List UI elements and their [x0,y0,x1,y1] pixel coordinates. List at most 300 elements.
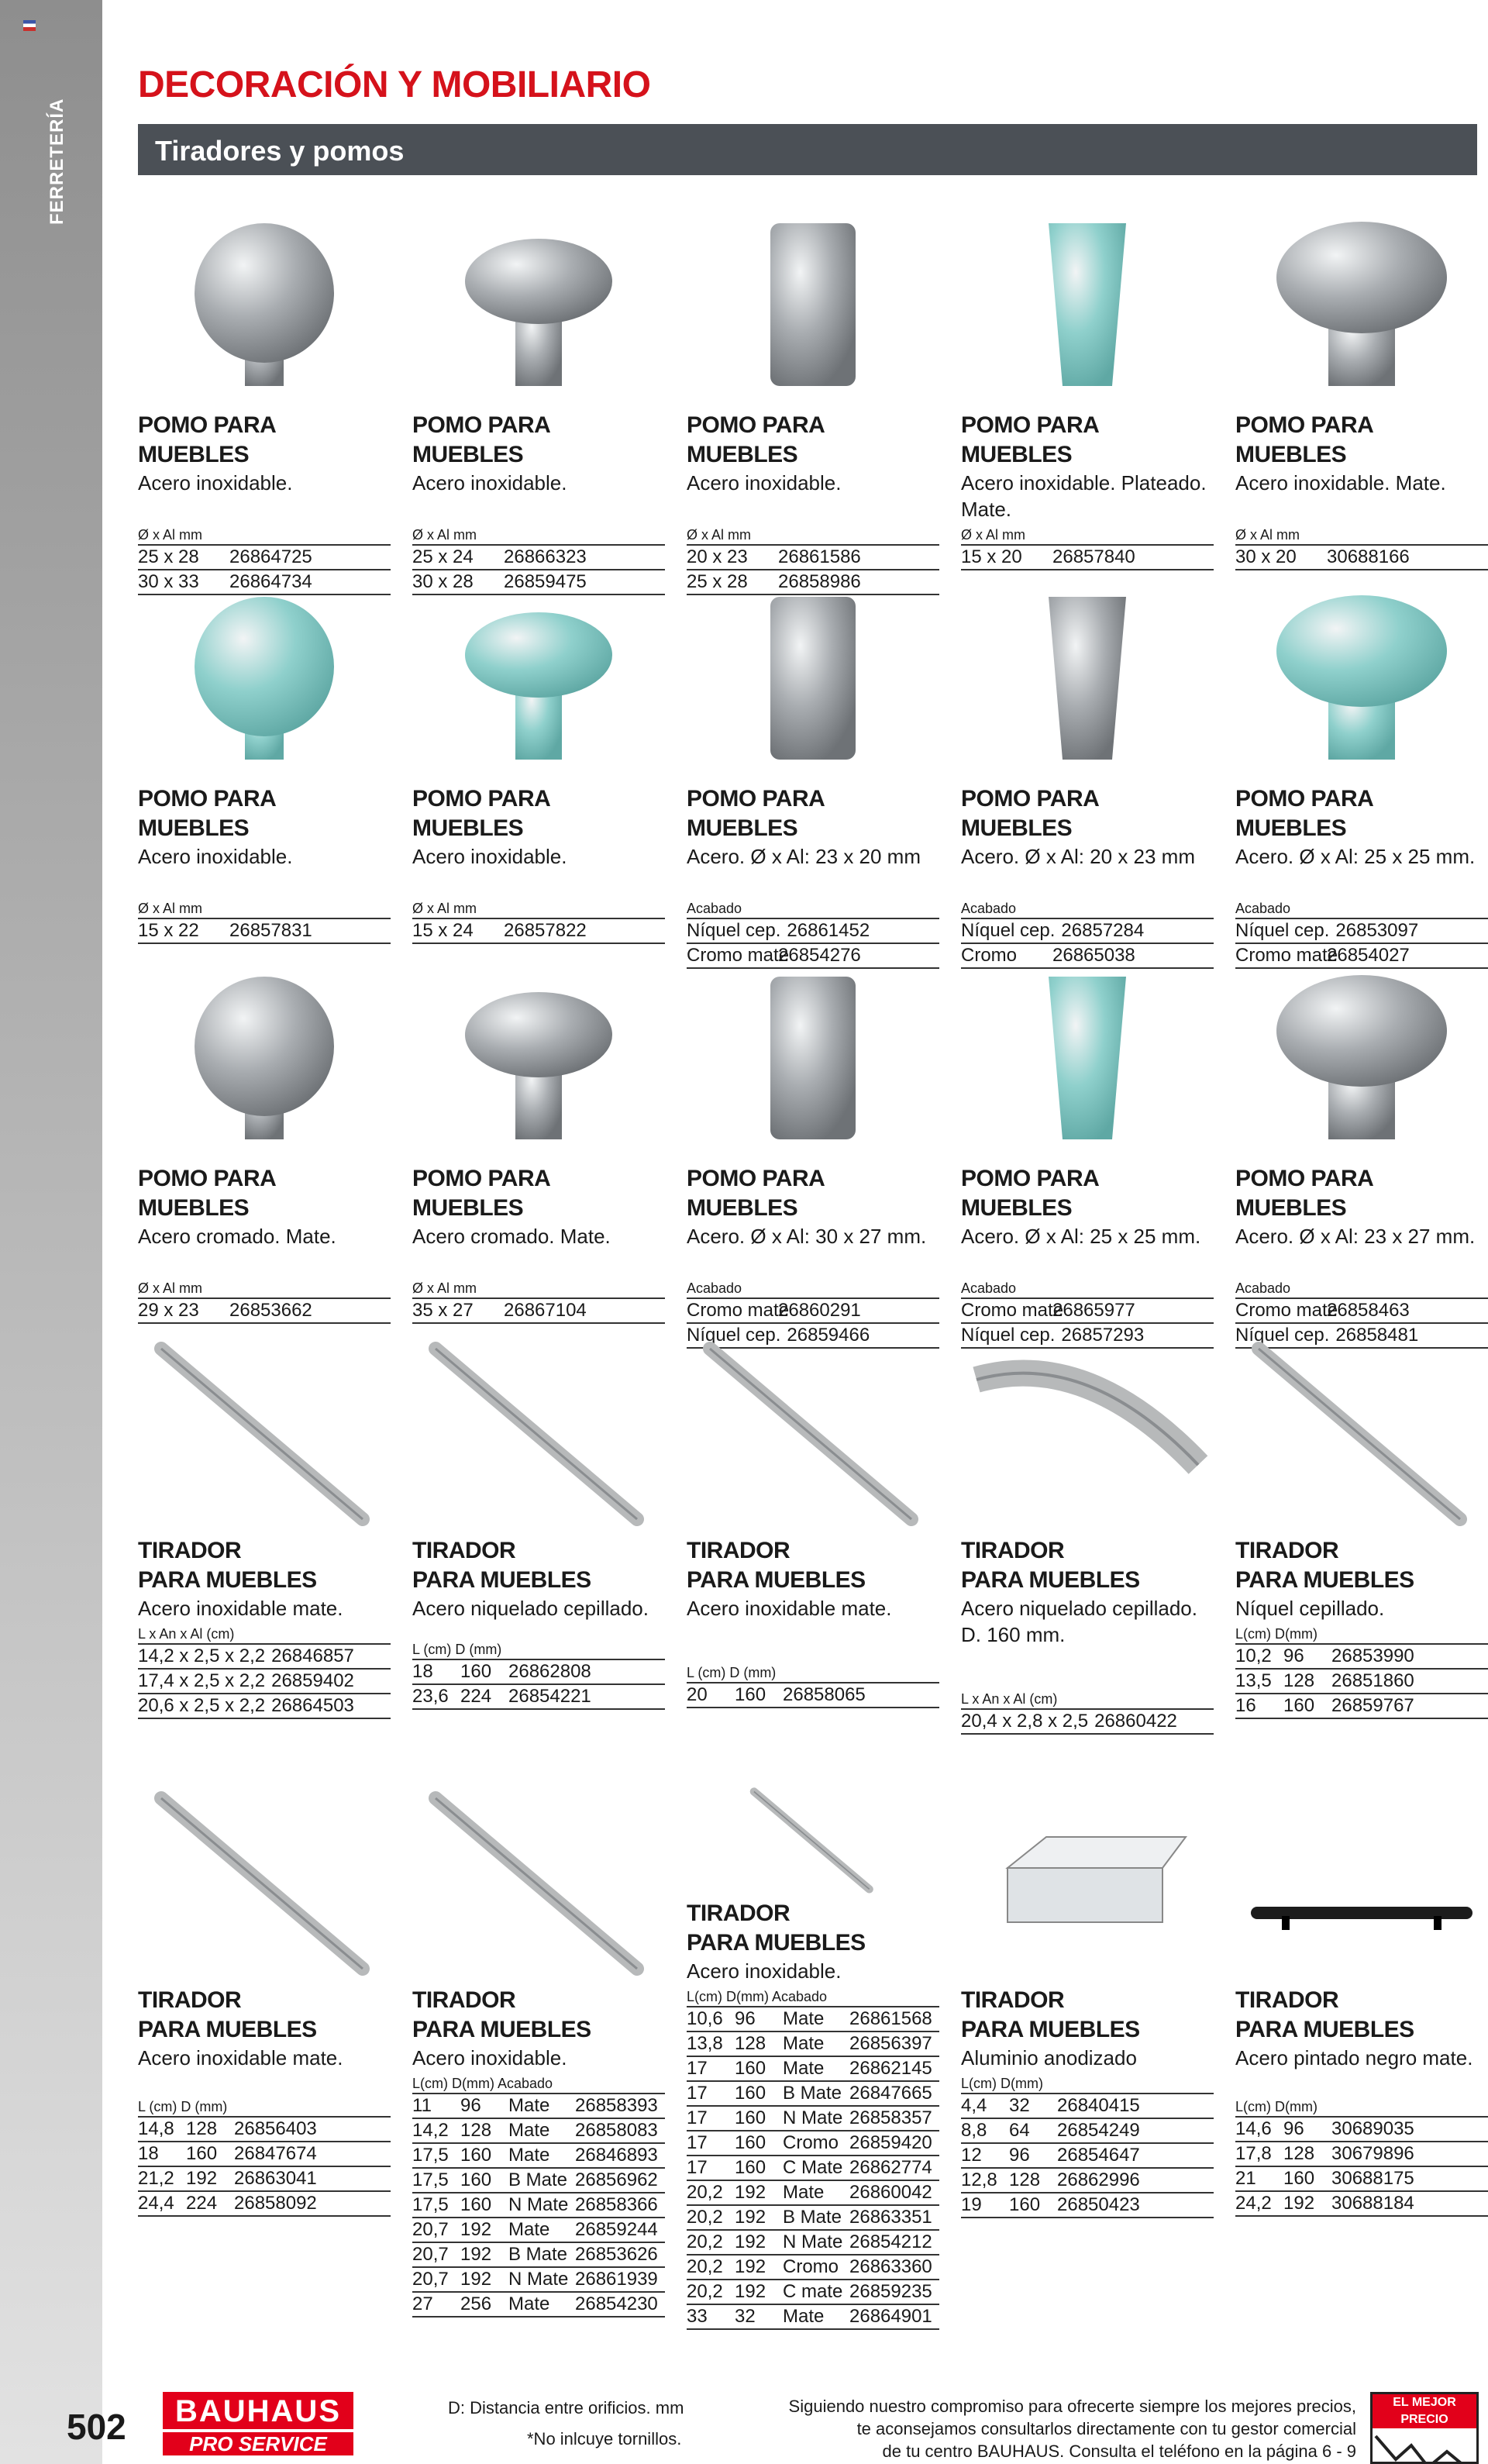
product-description: Acero cromado. Mate. [138,1225,336,1248]
spec-cell: 224 [460,1686,492,1707]
spec-header: Ø x Al mm [138,899,391,919]
product-image [412,208,665,411]
spec-cell: 26859767 [1331,1695,1414,1716]
product-subtitle: PARA MUEBLES [687,1567,866,1593]
spec-row [138,1645,391,1670]
spec-cell: 12 [961,2145,982,2166]
spacer [138,496,391,522]
spec-cell: 10,2 [1235,1646,1272,1666]
spec-cell: 26864734 [229,571,312,592]
spec-row [412,2144,665,2169]
product-subtitle: PARA MUEBLES [412,1567,591,1593]
spec-cell: 160 [1283,1695,1315,1716]
spec-cell: 160 [460,2145,492,2166]
spec-cell: 26860291 [778,1300,861,1321]
spec-cell: 26847674 [234,2143,317,2164]
spec-cell: 26853662 [229,1300,312,1321]
spec-cell: Níquel cep. [687,1325,781,1346]
spec-cell: 26858083 [575,2120,658,2141]
spec-cell: 26860422 [1094,1711,1177,1732]
product-description: Acero inoxidable. Plateado. Mate. [961,471,1207,521]
product-description: Acero inoxidable mate. [138,2046,343,2069]
product-card [961,208,1214,570]
sidebar [0,0,102,2464]
spec-cell: 26859475 [504,571,587,592]
product-title: TIRADOR [412,1538,516,1563]
spec-cell: 26862996 [1057,2169,1140,2190]
spec-row [412,1299,665,1324]
spec-cell: 26856397 [849,2033,932,2054]
spec-cell: 14,2 x 2,5 x 2,2 [138,1646,266,1666]
spec-cell: 64 [1009,2120,1030,2141]
spec-cell: 192 [735,2281,766,2302]
spec-cell: Níquel cep. [1235,920,1330,941]
spec-row [687,2256,939,2280]
product-image [961,208,1214,411]
product-title: POMO PARA MUEBLES [412,1166,550,1221]
spec-cell: 11 [412,2095,432,2116]
spec-row [1235,1645,1488,1670]
spec-cell: 160 [735,2083,766,2104]
product-subtitle: PARA MUEBLES [138,2017,317,2042]
spec-cell: 26857831 [229,920,312,941]
spec-cell: 192 [735,2182,766,2203]
product-title: TIRADOR [1235,1538,1339,1563]
spec-cell: 15 x 20 [961,546,1022,567]
spec-cell: 26862145 [849,2058,932,2079]
product-card [138,961,391,1324]
spec-header: L(cm) D(mm) Acabado [687,1987,939,2007]
spec-cell: 26864901 [849,2306,932,2327]
spec-row [412,2094,665,2119]
spec-cell: 20,2 [687,2256,723,2277]
product-image [412,581,665,784]
spec-cell: 20,4 x 2,8 x 2,5 [961,1711,1089,1732]
spec-cell: 128 [1009,2169,1041,2190]
spec-row [687,2206,939,2231]
spec-cell: 17 [687,2107,708,2128]
spec-row [412,919,665,944]
product-description: Acero pintado negro mate. [1235,2046,1473,2069]
spec-cell: B Mate [783,2207,842,2228]
spec-cell: 96 [1009,2145,1030,2166]
spec-cell: 26859244 [575,2219,658,2240]
spec-cell: 17 [687,2157,708,2178]
product-subtitle: PARA MUEBLES [1235,2017,1414,2042]
product-title: POMO PARA MUEBLES [687,412,825,467]
spec-row [412,2193,665,2218]
spec-cell: Mate [783,2182,825,2203]
product-image [1235,208,1488,411]
spec-cell: 24,2 [1235,2193,1272,2214]
spec-row [961,2119,1214,2144]
spec-row [138,2167,391,2192]
product-description: Acero niquelado cepillado. D. 160 mm. [961,1597,1197,1646]
product-card [961,581,1214,969]
product-card [687,208,939,595]
product-title: POMO PARA MUEBLES [1235,1166,1373,1221]
spec-header: Acabado [961,899,1214,919]
spec-cell: 35 x 27 [412,1300,474,1321]
spec-cell: 20,6 x 2,5 x 2,2 [138,1695,266,1716]
spec-row [138,1299,391,1324]
spec-cell: Mate [783,2058,825,2079]
spec-cell: 26858986 [778,571,861,592]
spec-cell: 160 [460,1661,492,1682]
spec-row [412,2169,665,2193]
spec-cell: 16 [1235,1695,1256,1716]
product-title: POMO PARA MUEBLES [961,412,1099,467]
spec-cell: Cromo mate [687,945,790,966]
product-image [687,581,939,784]
advice-line-1: Siguiendo nuestro compromiso para ofrecerte siempre los mejores precios, [788,2397,1356,2416]
spec-cell: Cromo mate [1235,1300,1338,1321]
spec-cell: 20,2 [687,2207,723,2228]
product-title: POMO PARA MUEBLES [138,412,276,467]
spec-header: Ø x Al mm [687,526,939,546]
product-image [1235,1333,1488,1536]
spec-header: Ø x Al mm [1235,526,1488,546]
spec-cell: 13,8 [687,2033,723,2054]
spec-cell: 17 [687,2083,708,2104]
spec-cell: 192 [460,2244,492,2265]
spec-cell: 26867104 [504,1300,587,1321]
spec-cell: Níquel cep. [1235,1325,1330,1346]
spec-cell: 17 [687,2132,708,2153]
spec-cell: 26854212 [849,2231,932,2252]
product-image [687,961,939,1164]
spec-row [687,2231,939,2256]
price-advice [744,2395,1356,2462]
spec-row [687,1299,939,1324]
spec-cell: 17,4 x 2,5 x 2,2 [138,1670,266,1691]
logo-top: BAUHAUS [163,2392,353,2429]
advice-line-2: te aconsejamos consultarlos directamente con tu gestor comercial [856,2419,1356,2438]
spec-cell: 160 [735,2107,766,2128]
product-card [1235,208,1488,570]
spec-row [138,1694,391,1719]
product-card [138,1333,391,1719]
product-description: Acero. Ø x Al: 25 x 25 mm. [1235,845,1476,868]
sidebar-label: FERRETERÍA [46,98,67,225]
product-description: Acero. Ø x Al: 20 x 23 mm [961,845,1195,868]
product-image [138,208,391,411]
spacer [138,2071,391,2094]
product-description: Acero inoxidable. [687,471,842,495]
spec-cell: 4,4 [961,2095,987,2116]
spec-cell: 26846893 [575,2145,658,2166]
product-description: Acero. Ø x Al: 23 x 27 mm. [1235,1225,1476,1248]
product-card [412,1333,665,1710]
spec-cell: 26854027 [1327,945,1410,966]
spec-cell: 12,8 [961,2169,997,2190]
spec-cell: 20 [687,1684,708,1705]
spec-header: Acabado [961,1279,1214,1299]
spec-header: Ø x Al mm [412,899,665,919]
spec-row [412,2293,665,2318]
spec-cell: 30 x 33 [138,571,199,592]
spec-cell: 192 [460,2269,492,2290]
product-description: Acero inoxidable. [687,1959,842,1983]
product-image [687,1783,939,1899]
footnote-screws: *No inlcuye tornillos. [527,2429,682,2448]
spec-header: L(cm) D(mm) Acabado [412,2074,665,2094]
product-title: POMO PARA MUEBLES [138,1166,276,1221]
spec-cell: 26857840 [1052,546,1135,567]
spec-cell: 128 [1283,2143,1315,2164]
product-title: POMO PARA MUEBLES [687,786,825,841]
spec-header: Ø x Al mm [412,526,665,546]
spec-cell: 24,4 [138,2193,174,2214]
spec-row [412,2119,665,2144]
product-description: Acero inoxidable. [138,845,293,868]
spec-cell: 26860042 [849,2182,932,2203]
spec-cell: 15 x 22 [138,920,199,941]
spec-cell: 18 [412,1661,433,1682]
spec-cell: 30 x 28 [412,571,474,592]
spec-cell: 160 [735,2132,766,2153]
spec-header: Acabado [687,1279,939,1299]
product-image [138,1783,391,1986]
product-image [138,961,391,1164]
spec-row [687,2057,939,2082]
spec-cell: 26864725 [229,546,312,567]
product-image [687,1333,939,1536]
product-card [412,961,665,1324]
product-image [1235,1783,1488,1986]
product-description: Acero inoxidable mate. [687,1597,892,1620]
spec-row [138,2192,391,2217]
spec-cell: 20,2 [687,2281,723,2302]
spec-cell: N Mate [783,2231,843,2252]
spec-cell: 30689035 [1331,2118,1414,2139]
spec-header: L(cm) D(mm) [1235,2097,1488,2118]
product-title: POMO PARA MUEBLES [961,1166,1099,1221]
spec-cell: Cromo mate [687,1300,790,1321]
spec-cell: 26865038 [1052,945,1135,966]
product-image [412,1783,665,1986]
spec-row [687,2156,939,2181]
spec-cell: 32 [1009,2095,1030,2116]
spec-row [687,2305,939,2330]
spec-header: Ø x Al mm [138,526,391,546]
product-description: Acero. Ø x Al: 30 x 27 mm. [687,1225,927,1248]
spec-row [412,546,665,570]
spacer [138,1249,391,1276]
product-description: Acero inoxidable. [138,471,293,495]
product-description: Acero inoxidable. Mate. [1235,471,1446,495]
spacer [687,1621,939,1660]
product-title: POMO PARA MUEBLES [687,1166,825,1221]
bauhaus-logo [163,2392,353,2455]
product-image [1235,961,1488,1164]
spec-cell: 26853097 [1335,920,1419,941]
product-title: POMO PARA MUEBLES [412,412,550,467]
spec-cell: 26856962 [575,2169,658,2190]
product-title: POMO PARA MUEBLES [412,786,550,841]
spec-cell: 26854276 [778,945,861,966]
spec-cell: 27 [412,2293,433,2314]
product-card [687,961,939,1349]
spec-cell: 19 [961,2194,982,2215]
spec-cell: 23,6 [412,1686,449,1707]
spec-cell: 29 x 23 [138,1300,199,1321]
spec-cell: N Mate [508,2269,569,2290]
section-title: Tiradores y pomos [155,135,405,167]
product-card [1235,1333,1488,1719]
spec-cell: 30688166 [1327,546,1410,567]
product-card [138,208,391,595]
spec-cell: 26854230 [575,2293,658,2314]
spec-row [687,2032,939,2057]
spec-cell: 160 [735,1684,766,1705]
product-subtitle: PARA MUEBLES [138,1567,317,1593]
product-subtitle: PARA MUEBLES [961,1567,1140,1593]
spec-cell: 160 [735,2058,766,2079]
spec-row [412,2243,665,2268]
spec-cell: 20,7 [412,2269,449,2290]
spec-row [961,1299,1214,1324]
spec-header: Ø x Al mm [412,1279,665,1299]
spec-cell: 17 [687,2058,708,2079]
product-title: TIRADOR [412,1987,516,2013]
spec-cell: 17,5 [412,2194,449,2215]
spacer [1235,2071,1488,2094]
spec-row [687,2181,939,2206]
spec-cell: 26862808 [508,1661,591,1682]
product-card [412,1783,665,2318]
logo-bottom: PRO SERVICE [163,2432,353,2455]
spec-cell: Níquel cep. [961,1325,1056,1346]
spec-header: L (cm) D (mm) [412,1640,665,1660]
spec-cell: 26854249 [1057,2120,1140,2141]
spec-cell: 14,8 [138,2118,174,2139]
product-title: POMO PARA MUEBLES [138,786,276,841]
spec-row [961,546,1214,570]
spec-cell: 160 [460,2169,492,2190]
spec-cell: 192 [735,2256,766,2277]
spec-row [1235,1299,1488,1324]
spec-cell: 160 [186,2143,218,2164]
product-title: TIRADOR [1235,1987,1339,2013]
spec-cell: Mate [783,2306,825,2327]
spec-cell: 15 x 24 [412,920,474,941]
spec-row [412,1660,665,1685]
spec-cell: 30688175 [1331,2168,1414,2189]
product-subtitle: PARA MUEBLES [961,2017,1140,2042]
spec-cell: 224 [186,2193,218,2214]
spec-cell: 26858393 [575,2095,658,2116]
product-image [138,581,391,784]
product-image [961,1783,1214,1986]
product-title: POMO PARA MUEBLES [961,786,1099,841]
spec-cell: 25 x 28 [138,546,199,567]
spec-header: Ø x Al mm [961,526,1214,546]
spec-cell: 26859402 [271,1670,354,1691]
footnote-distance: D: Distancia entre orificios. mm [448,2398,684,2417]
product-card [961,961,1214,1349]
spec-cell: 26854647 [1057,2145,1140,2166]
product-card [138,581,391,944]
spec-cell: B Mate [508,2244,568,2265]
spec-row [961,2169,1214,2193]
spec-cell: 10,6 [687,2008,723,2029]
spec-header: L x An x Al (cm) [961,1690,1214,1710]
spec-cell: 8,8 [961,2120,987,2141]
spacer [687,496,939,522]
product-card [687,1333,939,1708]
spec-header: L (cm) D (mm) [687,1663,939,1683]
spec-cell: 26858481 [1335,1325,1419,1346]
spec-cell: 26857293 [1061,1325,1145,1346]
spec-cell: 20,7 [412,2219,449,2240]
spec-cell: 26856403 [234,2118,317,2139]
product-title: TIRADOR [687,1901,790,1926]
spec-cell: 26863351 [849,2207,932,2228]
spacer [138,870,391,896]
product-description: Aluminio anodizado [961,2046,1137,2069]
spec-cell: 17,5 [412,2169,449,2190]
spec-cell: 160 [1283,2168,1315,2189]
product-subtitle: PARA MUEBLES [1235,1567,1414,1593]
spec-cell: 128 [1283,1670,1315,1691]
product-card [412,208,665,595]
spec-cell: 20,7 [412,2244,449,2265]
spacer [1235,870,1488,896]
best-price-badge [1370,2392,1479,2464]
spec-header: Ø x Al mm [138,1279,391,1299]
product-title: TIRADOR [138,1987,242,2013]
product-subtitle: PARA MUEBLES [687,1930,866,1956]
product-title: TIRADOR [138,1538,242,1563]
spec-row [687,2280,939,2305]
product-description: Acero cromado. Mate. [412,1225,611,1248]
spec-row [1235,2167,1488,2192]
spec-row [1235,1694,1488,1719]
spec-cell: 192 [460,2219,492,2240]
product-title: TIRADOR [687,1538,790,1563]
spec-cell: 256 [460,2293,492,2314]
spacer [961,870,1214,896]
spacer [1235,1249,1488,1276]
spec-row [687,2082,939,2107]
product-image [961,961,1214,1164]
spec-cell: 26861939 [575,2269,658,2290]
spec-cell: C Mate [783,2157,843,2178]
spec-cell: 30679896 [1331,2143,1414,2164]
spec-cell: 26862774 [849,2157,932,2178]
product-description: Acero inoxidable. [412,845,567,868]
spec-row [961,919,1214,944]
spec-cell: 26850423 [1057,2194,1140,2215]
product-description: Acero inoxidable mate. [138,1597,343,1620]
spec-cell: 26865977 [1052,1300,1135,1321]
product-title: TIRADOR [961,1538,1065,1563]
spec-header: L(cm) D(mm) [1235,1625,1488,1645]
spec-cell: 96 [1283,1646,1304,1666]
spec-cell: 192 [735,2207,766,2228]
spacer [687,1249,939,1276]
spec-cell: B Mate [508,2169,568,2190]
spec-cell: 26858357 [849,2107,932,2128]
spec-cell: 192 [1283,2193,1315,2214]
spec-cell: 26863360 [849,2256,932,2277]
advice-line-3: de tu centro BAUHAUS. Consulta el teléfono en la página 6 - 9 [882,2442,1356,2461]
product-description: Acero. Ø x Al: 23 x 20 mm [687,845,921,868]
spec-cell: 21,2 [138,2168,174,2189]
spec-cell: 17,8 [1235,2143,1272,2164]
spec-row [687,2107,939,2131]
